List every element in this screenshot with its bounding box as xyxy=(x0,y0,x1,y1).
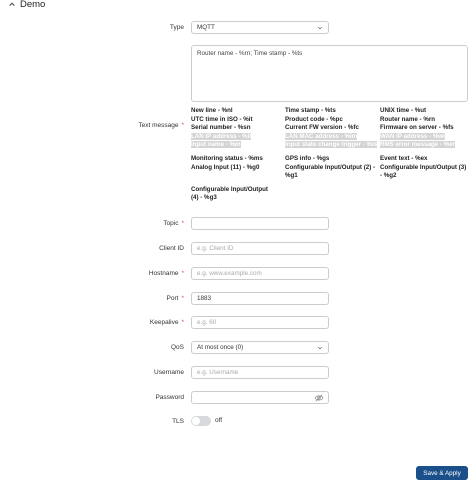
tls-state: off xyxy=(215,417,223,424)
section-header-demo[interactable] xyxy=(8,0,45,11)
username-input[interactable] xyxy=(191,366,329,379)
variable-item[interactable]: Time stamp - %ts xyxy=(285,107,336,114)
text-message-value: Router name - %rn; Time stamp - %ts xyxy=(197,50,303,57)
variable-item[interactable]: Configurable Input/Output (2) - %g1 xyxy=(285,163,376,180)
text-message-textarea[interactable] xyxy=(191,45,468,102)
chevron-up-icon xyxy=(8,0,16,8)
client-id-label: Client ID xyxy=(159,245,184,252)
chevron-down-icon xyxy=(317,25,323,31)
topic-input[interactable] xyxy=(191,217,329,230)
variable-item[interactable]: Product code - %pc xyxy=(285,115,343,123)
variable-item[interactable]: Configurable Input/Output (4) - %g3 xyxy=(191,185,268,202)
type-select-value: MQTT xyxy=(197,24,215,31)
port-input[interactable] xyxy=(191,292,329,305)
qos-label: QoS xyxy=(170,344,184,351)
tls-toggle[interactable] xyxy=(191,416,211,426)
hostname-placeholder: e.g. www.example.com xyxy=(197,270,262,277)
variable-item[interactable]: LAN IP address - %il xyxy=(191,132,252,140)
variables-list xyxy=(191,107,467,203)
variable-item[interactable]: LAN MAC address - %lm xyxy=(285,132,358,140)
client-id-placeholder: e.g. Client ID xyxy=(197,245,234,252)
password-label: Password xyxy=(155,394,184,401)
keepalive-input[interactable] xyxy=(191,316,329,329)
port-value: 1883 xyxy=(197,295,212,302)
type-label: Type xyxy=(169,24,184,31)
keepalive-placeholder: e.g. 60 xyxy=(197,319,217,326)
required-marker: * xyxy=(181,270,184,277)
password-input[interactable] xyxy=(191,391,329,404)
hostname-label: Hostname * xyxy=(148,270,184,277)
required-marker: * xyxy=(181,319,184,326)
qos-select[interactable] xyxy=(191,341,329,354)
variable-item[interactable]: UNIX time - %ut xyxy=(380,107,427,114)
variable-item[interactable]: Router name - %rn xyxy=(380,115,436,123)
variable-item[interactable]: Current FW version - %fc xyxy=(285,124,359,132)
variable-item[interactable]: WAN IP address - %wi xyxy=(380,132,445,140)
toggle-knob xyxy=(192,417,200,425)
section-title: Demo xyxy=(20,0,46,10)
required-marker: * xyxy=(181,122,184,129)
username-label: Username xyxy=(154,369,184,376)
keepalive-label: Keepalive * xyxy=(149,319,184,326)
required-marker: * xyxy=(181,295,184,302)
hostname-input[interactable] xyxy=(191,267,329,280)
qos-select-value: At most once (0) xyxy=(197,344,244,351)
eye-slash-icon[interactable] xyxy=(314,394,324,402)
variable-item[interactable]: Event text - %ex xyxy=(380,154,428,162)
save-apply-button[interactable]: Save & Apply xyxy=(416,466,468,480)
required-marker: * xyxy=(181,220,184,227)
topic-label: Topic * xyxy=(163,220,184,227)
tls-label: TLS xyxy=(172,418,184,425)
variable-item[interactable]: Serial number - %sn xyxy=(191,124,251,132)
variable-item[interactable]: GPS info - %gs xyxy=(285,154,330,162)
variable-item[interactable]: Input state change trigger - %is xyxy=(285,141,378,149)
variable-item[interactable]: Input name - %in xyxy=(191,141,241,149)
client-id-input[interactable] xyxy=(191,242,329,255)
variable-item[interactable]: UTC time in ISO - %it xyxy=(191,115,253,123)
port-label: Port * xyxy=(166,295,184,302)
variable-item[interactable]: New line - %nl xyxy=(191,107,233,114)
variable-item[interactable]: RMS error message - %er xyxy=(380,141,455,149)
text-message-label: Text message * xyxy=(138,122,184,129)
type-select[interactable] xyxy=(191,21,329,34)
variable-item[interactable]: Analog Input (11) - %g0 xyxy=(191,163,260,171)
username-placeholder: e.g. Username xyxy=(197,369,239,376)
variable-item[interactable]: Monitoring status - %ms xyxy=(191,154,263,162)
variable-item[interactable]: Firmware on server - %fs xyxy=(380,124,454,132)
chevron-down-icon xyxy=(317,345,323,351)
variable-item[interactable]: Configurable Input/Output (3) - %g2 xyxy=(380,163,467,180)
